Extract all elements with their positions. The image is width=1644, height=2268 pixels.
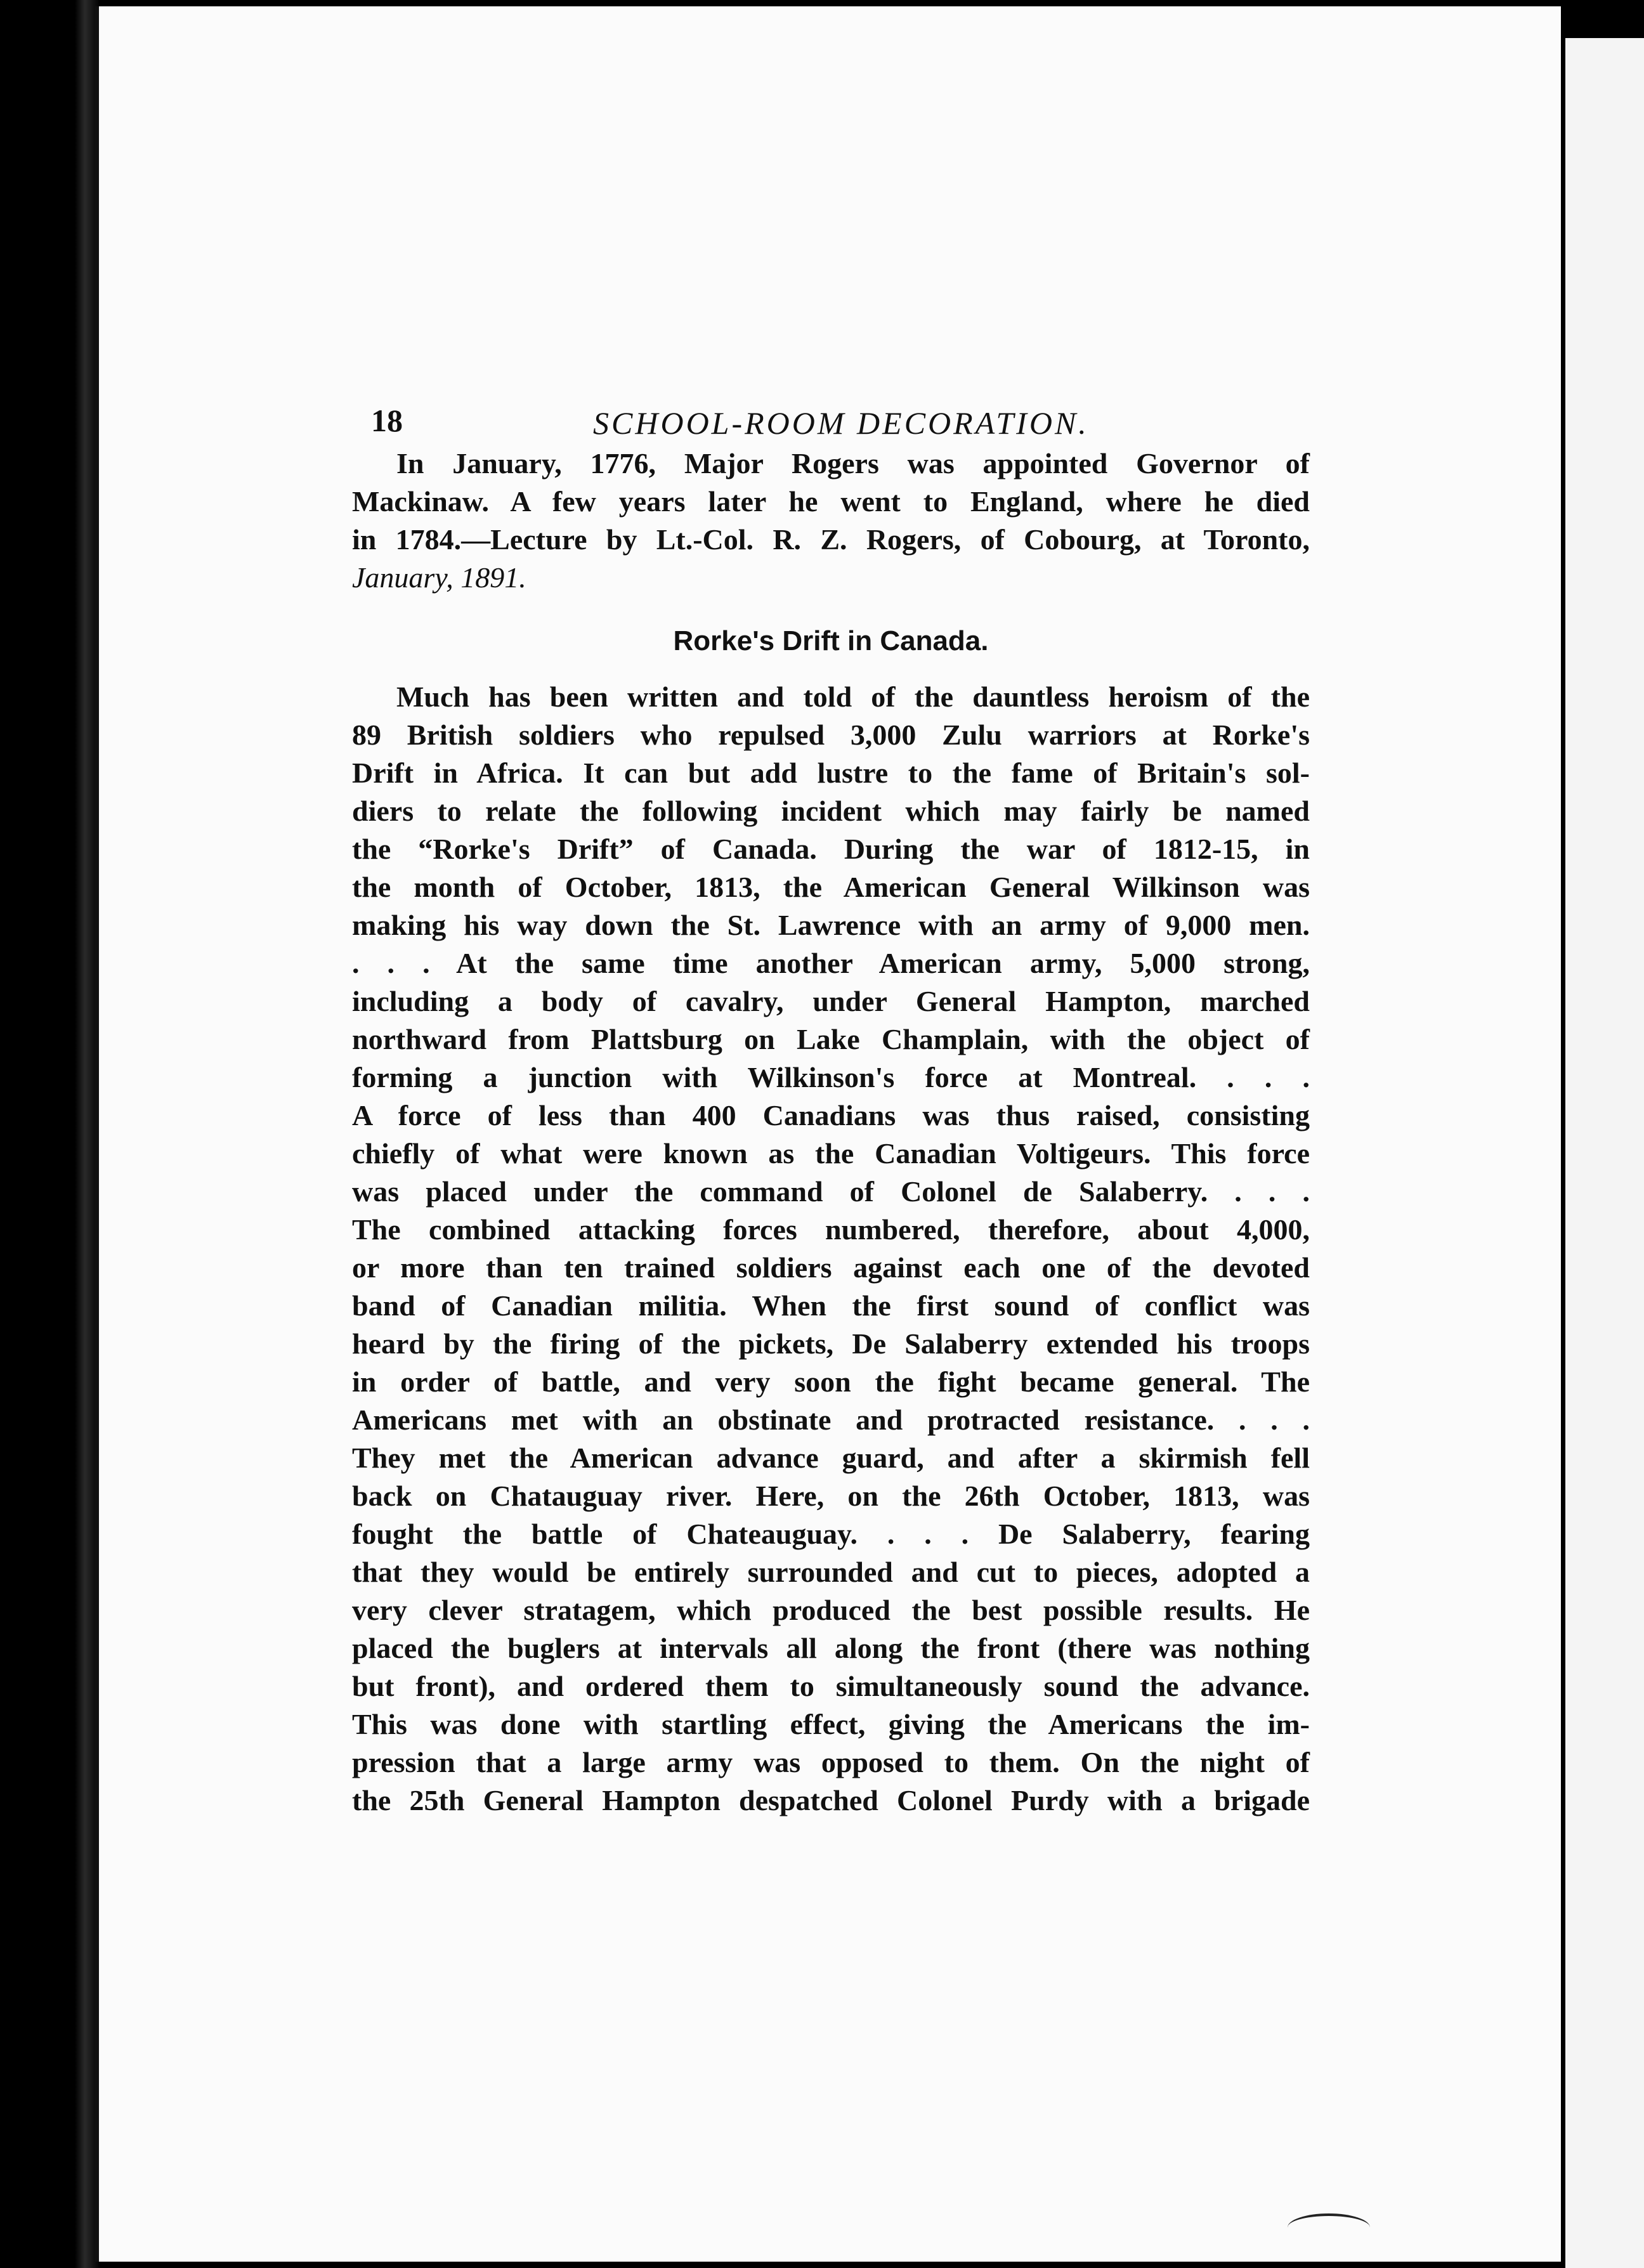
body-paragraph bbox=[352, 678, 1310, 1820]
page-number: 18 bbox=[371, 403, 403, 438]
body-line: Much has been written and told of the dauntless heroism of the bbox=[396, 681, 1310, 713]
body-line: very clever stratagem, which produced the best possible results. He bbox=[352, 1594, 1310, 1626]
body-line: heard by the firing of the pickets, De Salaberry extended his troops bbox=[352, 1327, 1310, 1360]
body-line: placed the buglers at intervals all along the front (there was nothing bbox=[352, 1632, 1310, 1664]
section-title: Rorke's Drift in Canada. bbox=[673, 625, 989, 656]
intro-line: In January, 1776, Major Rogers was appointed Governor of bbox=[396, 447, 1310, 479]
intro-line: January, 1891. bbox=[352, 561, 526, 594]
body-line: the month of October, 1813, the American General Wilkinson was bbox=[352, 871, 1310, 903]
body-line: Drift in Africa. It can but add lustre to the fame of Britain's sol- bbox=[352, 757, 1310, 789]
body-line: northward from Plattsburg on Lake Champlain, with the object of bbox=[352, 1023, 1310, 1055]
intro-line: Mackinaw. A few years later he went to England, where he died bbox=[352, 485, 1310, 518]
body-line: The combined attacking forces numbered, therefore, about 4,000, bbox=[352, 1213, 1310, 1246]
body-line: This was done with startling effect, giving the Americans the im- bbox=[352, 1708, 1310, 1740]
body-line: making his way down the St. Lawrence with an army of 9,000 men. bbox=[352, 909, 1310, 941]
body-line: band of Canadian militia. When the first sound of conflict was bbox=[352, 1289, 1310, 1322]
intro-paragraph bbox=[352, 445, 1310, 597]
body-line: . . . At the same time another American army, 5,000 strong, bbox=[352, 947, 1310, 979]
body-line: or more than ten trained soldiers against each one of the devoted bbox=[352, 1251, 1310, 1284]
body-line: diers to relate the following incident which may fairly be named bbox=[352, 795, 1310, 827]
body-line: the “Rorke's Drift” of Canada. During the war of 1812-15, in bbox=[352, 833, 1310, 865]
body-line: forming a junction with Wilkinson's force at Montreal. . . . bbox=[352, 1061, 1310, 1093]
body-line: including a body of cavalry, under General Hampton, marched bbox=[352, 985, 1310, 1017]
body-line: pression that a large army was opposed to them. On the night of bbox=[352, 1746, 1310, 1778]
running-title: SCHOOL-ROOM DECORATION. bbox=[593, 405, 1089, 441]
body-line: in order of battle, and very soon the fight became general. The bbox=[352, 1365, 1310, 1398]
body-line: back on Chatauguay river. Here, on the 26th October, 1813, was bbox=[352, 1480, 1310, 1512]
body-line: 89 British soldiers who repulsed 3,000 Zulu warriors at Rorke's bbox=[352, 719, 1310, 751]
next-page-edge bbox=[1565, 38, 1644, 2268]
body-line: was placed under the command of Colonel de Salaberry. . . . bbox=[352, 1175, 1310, 1208]
body-line: chiefly of what were known as the Canadian Voltigeurs. This force bbox=[352, 1137, 1310, 1170]
body-line: fought the battle of Chateauguay. . . . De Salaberry, fearing bbox=[352, 1518, 1310, 1550]
intro-line: in 1784.—Lecture by Lt.-Col. R. Z. Rogers, of Cobourg, at Toronto, bbox=[352, 523, 1310, 556]
body-line: the 25th General Hampton despatched Colonel Purdy with a brigade bbox=[352, 1784, 1310, 1816]
scan-smudge bbox=[1288, 2213, 1370, 2241]
page-text-block bbox=[352, 390, 1310, 1820]
body-line: that they would be entirely surrounded and cut to pieces, adopted a bbox=[352, 1556, 1310, 1588]
body-line: A force of less than 400 Canadians was thus raised, consisting bbox=[352, 1099, 1310, 1131]
running-head bbox=[352, 390, 1310, 445]
body-line: but front), and ordered them to simultaneously sound the advance. bbox=[352, 1670, 1310, 1702]
body-line: Americans met with an obstinate and protracted resistance. . . . bbox=[352, 1404, 1310, 1436]
body-line: They met the American advance guard, and after a skirmish fell bbox=[352, 1442, 1310, 1474]
